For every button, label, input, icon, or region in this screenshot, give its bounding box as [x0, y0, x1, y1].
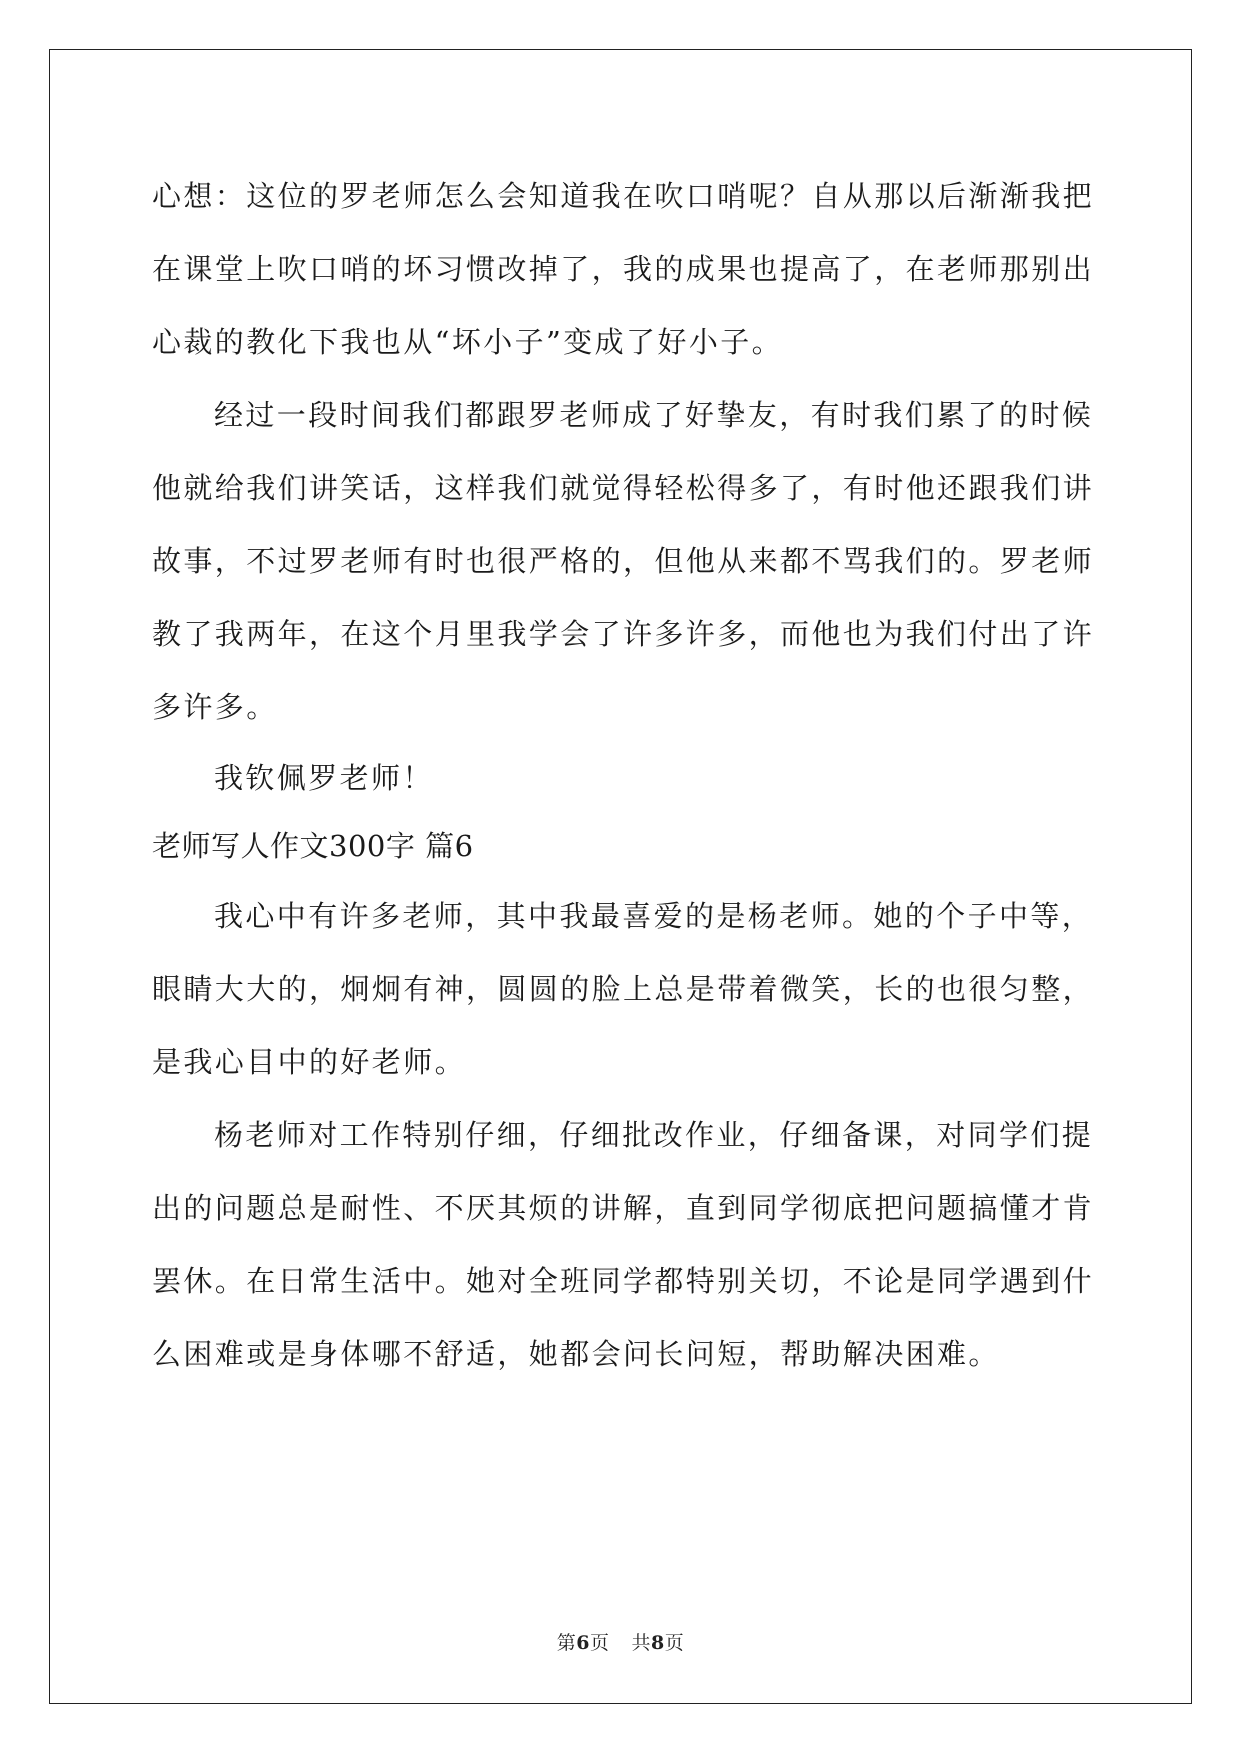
- text-line: 心想：这位的罗老师怎么会知道我在吹口哨呢？自从那以后渐渐我把: [152, 179, 1095, 213]
- text-line: 罢休。在日常生活中。她对全班同学都特别关切，不论是同学遇到什: [152, 1264, 1095, 1298]
- text-line: 么困难或是身体哪不舒适，她都会问长问短，帮助解决困难。: [152, 1337, 1000, 1371]
- total-pages: 8: [651, 1632, 665, 1654]
- text-line: 他就给我们讲笑话，这样我们就觉得轻松得多了，有时他还跟我们讲: [152, 471, 1095, 505]
- text-line: 我钦佩罗老师！: [214, 761, 434, 795]
- text-line: 杨老师对工作特别仔细，仔细批改作业，仔细备课，对同学们提: [214, 1118, 1094, 1152]
- text-line: 教了我两年，在这个月里我学会了许多许多，而他也为我们付出了许: [152, 617, 1095, 651]
- footer-total-suffix: 页: [664, 1632, 685, 1654]
- text-line: 出的问题总是耐性、不厌其烦的讲解，直到同学彻底把问题搞懂才肯: [152, 1191, 1095, 1225]
- text-line: 多许多。: [152, 690, 278, 724]
- text-line: 我心中有许多老师，其中我最喜爱的是杨老师。她的个子中等，: [214, 899, 1094, 933]
- text-line: 是我心目中的好老师。: [152, 1045, 467, 1079]
- text-line: 在课堂上吹口哨的坏习惯改掉了，我的成果也提高了，在老师那别出: [152, 252, 1095, 286]
- footer-total-prefix: 共: [631, 1632, 652, 1654]
- text-line: 眼睛大大的，炯炯有神，圆圆的脸上总是带着微笑，长的也很匀整，: [152, 972, 1095, 1006]
- document-body: [152, 160, 1095, 1391]
- footer-prefix: 第: [556, 1632, 577, 1654]
- text-line: 故事，不过罗老师有时也很严格的，但他从来都不骂我们的。罗老师: [152, 544, 1095, 578]
- text-line: 心裁的教化下我也从“坏小子”变成了好小子。: [152, 325, 784, 359]
- footer-page-suffix: 页: [589, 1632, 610, 1654]
- page-footer: [0, 1628, 1241, 1655]
- section-heading: 老师写人作文300字 篇6: [152, 829, 474, 863]
- page-number: 6: [576, 1632, 590, 1654]
- text-line: 经过一段时间我们都跟罗老师成了好挚友，有时我们累了的时候: [214, 398, 1094, 432]
